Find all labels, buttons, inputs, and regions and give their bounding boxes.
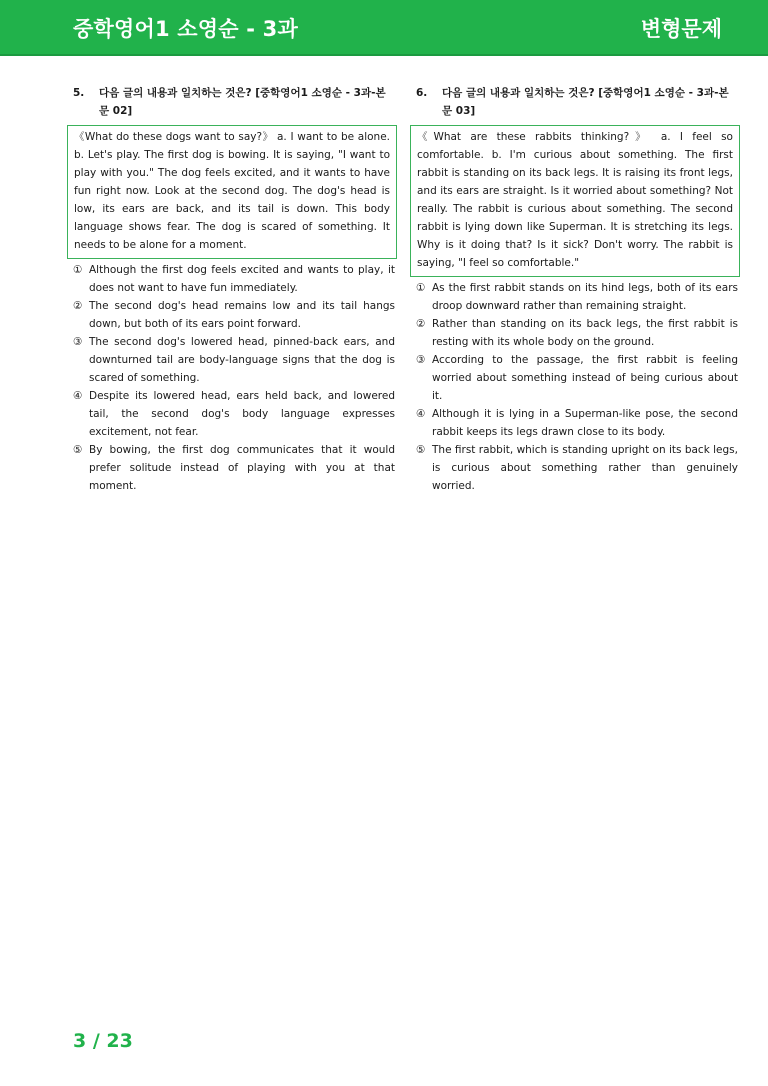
choice-marker: ①	[73, 264, 83, 276]
choice-text: The second dog's lowered head, pinned-back ears, and downturned tail are body-language signs that the dog is scared of something.	[89, 336, 395, 384]
question-6	[416, 84, 738, 495]
choice-text: Although the first dog feels excited and wants to play, it does not want to have fun immediately.	[89, 264, 395, 294]
choice-3[interactable]	[73, 333, 395, 387]
passage-box: 《What do these dogs want to say?》 a. I want to be alone. b. Let's play. The first dog is bowing. It is saying, "I want to play with you." The dog feels excited, and it wants to have fun right now. Look at the second dog. The dog's head is low, its ears are back, and its tail is down. This body language shows fear. The dog is scared of something. It needs to be alone for a moment.	[67, 125, 397, 259]
choice-2[interactable]	[73, 297, 395, 333]
choice-text: According to the passage, the first rabbit is feeling worried about something instead of being curious about it.	[432, 354, 738, 402]
choice-5[interactable]	[416, 441, 738, 495]
choice-marker: ⑤	[416, 444, 426, 456]
choice-marker: ①	[416, 282, 426, 294]
choice-marker: ②	[416, 318, 426, 330]
question-prompt	[73, 84, 395, 120]
choice-text: Rather than standing on its back legs, the first rabbit is resting with its whole body on the ground.	[432, 318, 738, 348]
choice-marker: ④	[416, 408, 426, 420]
choice-marker: ③	[416, 354, 426, 366]
choice-text: Despite its lowered head, ears held back, and lowered tail, the second dog's body language expresses excitement, not fear.	[89, 390, 395, 438]
choice-4[interactable]	[73, 387, 395, 441]
question-text: 다음 글의 내용과 일치하는 것은? [중학영어1 소영순 - 3과-본문 03]	[442, 87, 729, 117]
choice-list	[73, 261, 395, 495]
choice-text: By bowing, the first dog communicates that it would prefer solitude instead of playing with you at that moment.	[89, 444, 395, 492]
question-number: 6.	[416, 87, 428, 99]
choice-3[interactable]	[416, 351, 738, 405]
choice-1[interactable]	[416, 279, 738, 315]
page-header	[0, 0, 768, 56]
choice-marker: ②	[73, 300, 83, 312]
header-title: 중학영어1 소영순 - 3과	[73, 17, 298, 41]
question-number: 5.	[73, 87, 85, 99]
choice-text: Although it is lying in a Superman-like pose, the second rabbit keeps its legs drawn close to its body.	[432, 408, 738, 438]
choice-5[interactable]	[73, 441, 395, 495]
choice-marker: ③	[73, 336, 83, 348]
header-section-label: 변형문제	[640, 17, 722, 41]
choice-list	[416, 279, 738, 495]
choice-4[interactable]	[416, 405, 738, 441]
question-prompt	[416, 84, 738, 120]
choice-text: As the first rabbit stands on its hind legs, both of its ears droop downward rather than remaining straight.	[432, 282, 738, 312]
choice-2[interactable]	[416, 315, 738, 351]
page-indicator: 3 / 23	[73, 1030, 133, 1052]
choice-marker: ⑤	[73, 444, 83, 456]
choice-text: The second dog's head remains low and its tail hangs down, but both of its ears point forward.	[89, 300, 395, 330]
question-5	[73, 84, 395, 495]
choice-marker: ④	[73, 390, 83, 402]
choice-1[interactable]	[73, 261, 395, 297]
passage-box: 《What are these rabbits thinking?》 a. I feel so comfortable. b. I'm curious about something. The first rabbit is standing on its back legs. It is raising its front legs, and its ears are straight. Is it worried about something? Not really. The rabbit is curious about something. The second rabbit is lying down like Superman. It is stretching its legs. Why is it doing that? Is it sick? Don't worry. The rabbit is saying, "I feel so comfortable."	[410, 125, 740, 277]
choice-text: The first rabbit, which is standing upright on its back legs, is curious about something rather than genuinely worried.	[432, 444, 738, 492]
question-text: 다음 글의 내용과 일치하는 것은? [중학영어1 소영순 - 3과-본문 02]	[99, 87, 386, 117]
